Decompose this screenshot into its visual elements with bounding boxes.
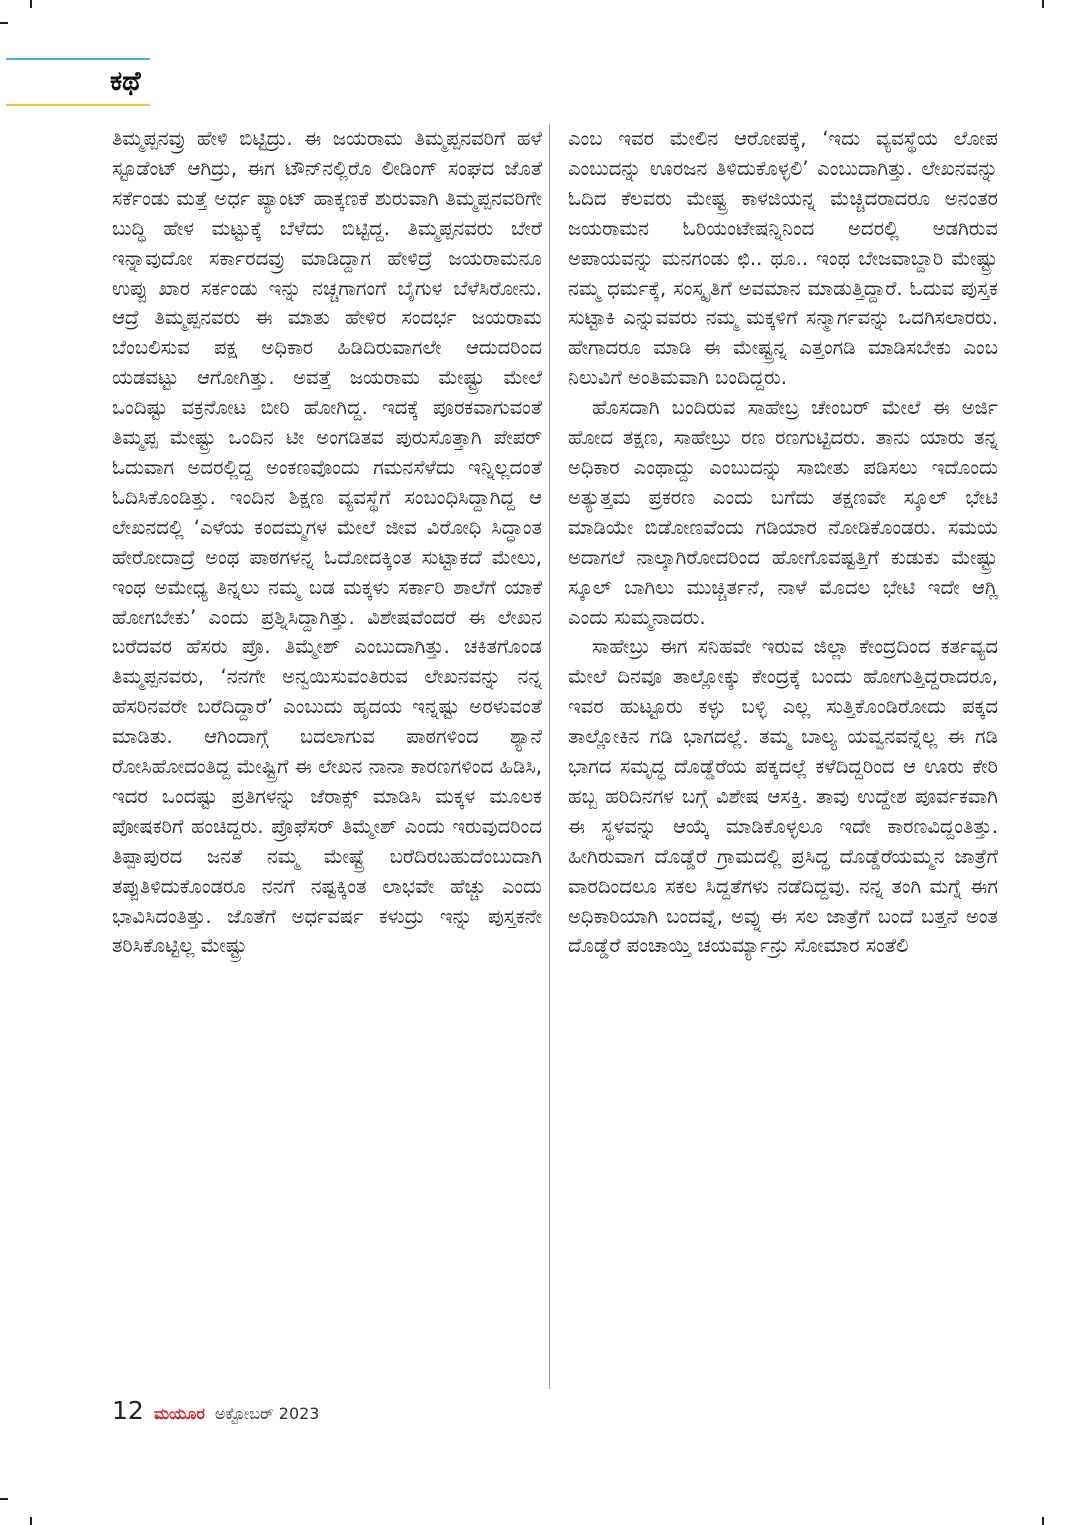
- magazine-logo: ಮಯೂರ: [153, 1404, 205, 1423]
- page-footer: [112, 1396, 319, 1428]
- paragraph: ಸಾಹೇಬ್ರು ಈಗ ಸನಿಹವೇ ಇರುವ ಜಿಲ್ಲಾ ಕೇಂದ್ರದಿಂದ ಕರ್ತವ್ಯದ ಮೇಲೆ ದಿನವೂ ತಾಲ್ಲೋಕ್ಕು ಕೇಂದ್ರಕ್ಕೆ ಬಂದು ಹೋಗುತ್ತಿದ್ದರಾದರೂ, ಇವರ ಹುಟ್ಟೂರು ಕಳ್ಳು ಬಳ್ಳಿ ಎಲ್ಲ ಸುತ್ತಿಕೊಂಡಿರೋದು ಪಕ್ಕದ ತಾಲ್ಲೋಕಿನ ಗಡಿ ಭಾಗದಲ್ಲೆ. ತಮ್ಮ ಬಾಲ್ಯ ಯವ್ವನವನ್ನೆಲ್ಲ ಈ ಗಡಿ ಭಾಗದ ಸಮೃದ್ಧ ದೊಡ್ಡೆರೆಯ ಪಕ್ಕದಲ್ಲೆ ಕಳೆದಿದ್ದರಿಂದ ಆ ಊರು ಕೇರಿ ಹಬ್ಬ ಹರಿದಿನಗಳ ಬಗ್ಗೆ ವಿಶೇಷ ಆಸಕ್ತಿ. ತಾವು ಉದ್ದೇಶ ಪೂರ್ವಕವಾಗಿ ಈ ಸ್ಥಳವನ್ನು ಆಯ್ಕೆ ಮಾಡಿಕೊಳ್ಳಲೂ ಇದೇ ಕಾರಣವಿದ್ದಂತಿತ್ತು. ಹೀಗಿರುವಾಗ ದೊಡ್ಡೆರೆ ಗ್ರಾಮದಲ್ಲಿ ಪ್ರಸಿದ್ಧ ದೊಡ್ಡೆರೆಯಮ್ಮನ ಜಾತ್ರೆಗೆ ವಾರದಿಂದಲೂ ಸಕಲ ಸಿದ್ದತೆಗಳು ನಡೆದಿದ್ದವು. ನನ್ನ ತಂಗಿ ಮಗ್ನೆ ಈಗ ಅಧಿಕಾರಿಯಾಗಿ ಬಂದವ್ನೆ, ಅವ್ನು ಈ ಸಲ ಜಾತ್ರೆಗೆ ಬಂದೆ ಬತ್ತನೆ ಅಂತ ದೊಡ್ಡೆರೆ ಪಂಚಾಯ್ತಿ ಚಯರ್ಮ್ಯಾನ್ರು ಸೋಮಾರ ಸಂತೆಲಿ: [568, 635, 998, 958]
- article-column-right: [568, 124, 998, 961]
- page-number: 12: [112, 1396, 144, 1425]
- column-divider: [549, 124, 550, 1389]
- crop-mark: [1042, 1517, 1044, 1525]
- section-rule-top: [6, 58, 150, 60]
- section-header: [0, 58, 150, 108]
- paragraph: ಹೊಸದಾಗಿ ಬಂದಿರುವ ಸಾಹೇಬ್ರ ಚೇಂಬರ್ ಮೇಲೆ ಈ ಅರ್ಜಿ ಹೋದ ತಕ್ಷಣ, ಸಾಹೇಬ್ರು ರಣ ರಣಗುಟ್ಟಿದರು. ತಾನು ಯಾರು ತನ್ನ ಅಧಿಕಾರ ಎಂಥಾದ್ದು ಎಂಬುದನ್ನು ಸಾಬೀತು ಪಡಿಸಲು ಇದೊಂದು ಅತ್ಯುತ್ತಮ ಪ್ರಕರಣ ಎಂದು ಬಗೆದು ತಕ್ಷಣವೇ ಸ್ಕೂಲ್ ಭೇಟಿ ಮಾಡಿಯೇ ಬಿಡೋಣವೆಂದು ಗಡಿಯಾರ ನೋಡಿಕೊಂಡರು. ಸಮಯ ಅದಾಗಲೆ ನಾಲ್ಕಾಗಿರೋದರಿಂದ ಹೋಗೊವಷ್ಟತ್ತಿಗೆ ಕುಡುಕು ಮೇಷ್ಟ್ರು ಸ್ಕೂಲ್ ಬಾಗಿಲು ಮುಚ್ಚಿರ್ತನೆ, ನಾಳೆ ಮೊದಲ ಭೇಟಿ ಇದೇ ಆಗ್ಲಿ ಎಂದು ಸುಮ್ಮನಾದರು.: [568, 396, 998, 629]
- article-column-left: [112, 124, 542, 961]
- paragraph: ಎಂಬ ಇವರ ಮೇಲಿನ ಆರೋಪಕ್ಕೆ, ‘ಇದು ವ್ಯವಸ್ಥೆಯ ಲೋಪ ಎಂಬುದನ್ನು ಊರಜನ ತಿಳಿದುಕೊಳ್ಳಲಿ’ ಎಂಬುದಾಗಿತ್ತು. ಲೇಖನವನ್ನು ಓದಿದ ಕೆಲವರು ಮೇಷ್ಟ್ರ ಕಾಳಜಿಯನ್ನ ಮೆಚ್ಚಿದರಾದರೂ ಅನಂತರ ಜಯರಾಮನ ಓರಿಯಂಟೇಷನ್ನಿನಿಂದ ಅದರಲ್ಲಿ ಅಡಗಿರುವ ಅಪಾಯವನ್ನು ಮನಗಂಡು ಛಿ.. ಥೂ.. ಇಂಥ ಬೇಜವಾಬ್ದಾರಿ ಮೇಷ್ಟ್ರು ನಮ್ಮ ಧರ್ಮಕ್ಕೆ, ಸಂಸ್ಕೃತಿಗೆ ಅವಮಾನ ಮಾಡುತ್ತಿದ್ದಾರೆ. ಓದುವ ಪುಸ್ತಕ ಸುಟ್ಟಾಕಿ ಎನ್ನುವವರು ನಮ್ಮ ಮಕ್ಕಳಿಗೆ ಸನ್ಮಾರ್ಗವನ್ನು ಒದಗಿಸಲಾರರು. ಹೇಗಾದರೂ ಮಾಡಿ ಈ ಮೇಷ್ಟ್ರನ್ನ ಎತ್ತಂಗಡಿ ಮಾಡಿಸಬೇಕು ಎಂಬ ನಿಲುವಿಗೆ ಅಂತಿಮವಾಗಿ ಬಂದಿದ್ದರು.: [568, 127, 998, 390]
- crop-mark: [0, 1498, 8, 1500]
- section-label: ಕಥೆ: [110, 66, 141, 97]
- crop-mark: [30, 1517, 32, 1525]
- paragraph: ತಿಮ್ಮಪ್ಪನವ್ರು ಹೇಳಿ ಬಿಟ್ಟಿದ್ರು. ಈ ಜಯರಾಮ ತಿಮ್ಮಪ್ಪನವರಿಗೆ ಹಳೆ ಸ್ಟೂಡೆಂಟ್ ಆಗಿದ್ರು, ಈಗ ಟೌನ್‌ನಲ್ಲಿರೊ ಲೀಡಿಂಗ್ ಸಂಘದ ಜೊತೆ ಸರ್ಕೆಂಡು ಮತ್ತೆ ಅರ್ಧ ಪ್ಯಾಂಟ್ ಹಾಕ್ಕಣಕೆ ಶುರುವಾಗಿ ತಿಮ್ಮಪ್ಪನವರಿಗೇ ಬುದ್ಧಿ ಹೇಳ ಮಟ್ಟುಕ್ಕೆ ಬೆಳೆದು ಬಿಟ್ಟಿದ್ದ. ತಿಮ್ಮಪ್ಪನವರು ಬೇರೆ ಇನ್ನಾವುದೋ ಸರ್ಕಾರದವ್ರು ಮಾಡಿದ್ದಾಗ ಹೇಳಿದ್ರೆ ಜಯರಾಮನೂ ಉಪ್ಪು ಖಾರ ಸರ್ಕಂಡು ಇನ್ನು ನಚ್ಚಗಾಗಂಗೆ ಬೈಗುಳ ಬೆಳೆಸಿರೋನು. ಆದ್ರೆ ತಿಮ್ಮಪ್ಪನವರು ಈ ಮಾತು ಹೇಳಿರ ಸಂದರ್ಭ ಜಯರಾಮ ಬೆಂಬಲಿಸುವ ಪಕ್ಷ ಅಧಿಕಾರ ಹಿಡಿದಿರುವಾಗಲೇ ಆದುದರಿಂದ ಯಡವಟ್ಟು ಆಗೋಗಿತ್ತು. ಅವತ್ತೆ ಜಯರಾಮ ಮೇಷ್ಟ್ರು ಮೇಲೆ ಒಂದಿಷ್ಟು ವಕ್ರನೋಟ ಬೀರಿ ಹೋಗಿದ್ದ. ಇದಕ್ಕೆ ಪೂರಕವಾಗುವಂತೆ ತಿಮ್ಮಪ್ಪ ಮೇಷ್ಟ್ರು ಒಂದಿನ ಟೀ ಅಂಗಡಿತವ ಪುರುಸೊತ್ತಾಗಿ ಪೇಪರ್ ಓದುವಾಗ ಅದರಲ್ಲಿದ್ದ ಅಂಕಣವೊಂದು ಗಮನಸೆಳೆದು ಇನ್ನಿಲ್ಲದಂತೆ ಓದಿಸಿಕೊಂಡಿತ್ತು. ಇಂದಿನ ಶಿಕ್ಷಣ ವ್ಯವಸ್ಥೆಗೆ ಸಂಬಂಧಿಸಿದ್ದಾಗಿದ್ದ ಆ ಲೇಖನದಲ್ಲಿ ‘ಎಳೆಯ ಕಂದಮ್ಮಗಳ ಮೇಲೆ ಜೀವ ವಿರೋಧಿ ಸಿದ್ಧಾಂತ ಹೇರೋದಾದ್ರೆ ಅಂಥ ಪಾಠಗಳನ್ನ ಓದೋದಕ್ಕಿಂತ ಸುಟ್ಟಾಕದೆ ಮೇಲು, ಇಂಥ ಅಮೇಧ್ಯ ತಿನ್ನಲು ನಮ್ಮ ಬಡ ಮಕ್ಕಳು ಸರ್ಕಾರಿ ಶಾಲೆಗೆ ಯಾಕೆ ಹೋಗಬೇಕು’ ಎಂದು ಪ್ರಶ್ನಿಸಿದ್ದಾಗಿತ್ತು. ವಿಶೇಷವೆಂದರೆ ಈ ಲೇಖನ ಬರೆದವರ ಹೆಸರು ಪ್ರೊ. ತಿಮ್ಮೇಶ್ ಎಂಬುದಾಗಿತ್ತು. ಚಕಿತಗೊಂಡ ತಿಮ್ಮಪ್ಪನವರು, ‘ನನಗೇ ಅನ್ವಯಿಸುವಂತಿರುವ ಲೇಖನವನ್ನು ನನ್ನ ಹೆಸರಿನವರೇ ಬರೆದಿದ್ದಾರೆ’ ಎಂಬುದು ಹೃದಯ ಇನ್ನಷ್ಟು ಅರಳುವಂತೆ ಮಾಡಿತು. ಆಗಿಂದಾಗ್ಗೆ ಬದಲಾಗುವ ಪಾಠಗಳಿಂದ ಶ್ಯಾನೆ ರೋಸಿಹೋದಂತಿದ್ದ ಮೇಷ್ಟ್ರಿಗೆ ಈ ಲೇಖನ ನಾನಾ ಕಾರಣಗಳಿಂದ ಹಿಡಿಸಿ, ಇದರ ಒಂದಷ್ಟು ಪ್ರತಿಗಳನ್ನು ಜೆರಾಕ್ಸ್ ಮಾಡಿಸಿ ಮಕ್ಕಳ ಮೂಲಕ ಪೋಷಕರಿಗೆ ಹಂಚಿದ್ದರು. ಪ್ರೊಫೆಸರ್ ತಿಮ್ಮೇಶ್ ಎಂದು ಇರುವುದರಿಂದ ತಿಪ್ಪಾಪುರದ ಜನತೆ ನಮ್ಮ ಮೇಷ್ಟ್ರೆ ಬರೆದಿರಬಹುದೆಂಬುದಾಗಿ ತಪ್ಪುತಿಳಿದುಕೊಂಡರೂ ನನಗೆ ನಷ್ಟಕ್ಕಿಂತ ಲಾಭವೇ ಹೆಚ್ಚು ಎಂದು ಭಾವಿಸಿದಂತಿತ್ತು. ಜೊತೆಗೆ ಅರ್ಧವರ್ಷ ಕಳುದ್ರು ಇನ್ನು ಪುಸ್ತಕನೇ ತರಿಸಿಕೊಟ್ಟಿಲ್ಲ ಮೇಷ್ಟ್ರು: [112, 127, 542, 958]
- issue-date: ಅಕ್ಟೋಬರ್ 2023: [214, 1404, 320, 1423]
- crop-mark: [30, 0, 32, 8]
- crop-mark: [1042, 0, 1044, 8]
- section-rule-bottom: [6, 104, 150, 106]
- crop-mark: [0, 22, 8, 24]
